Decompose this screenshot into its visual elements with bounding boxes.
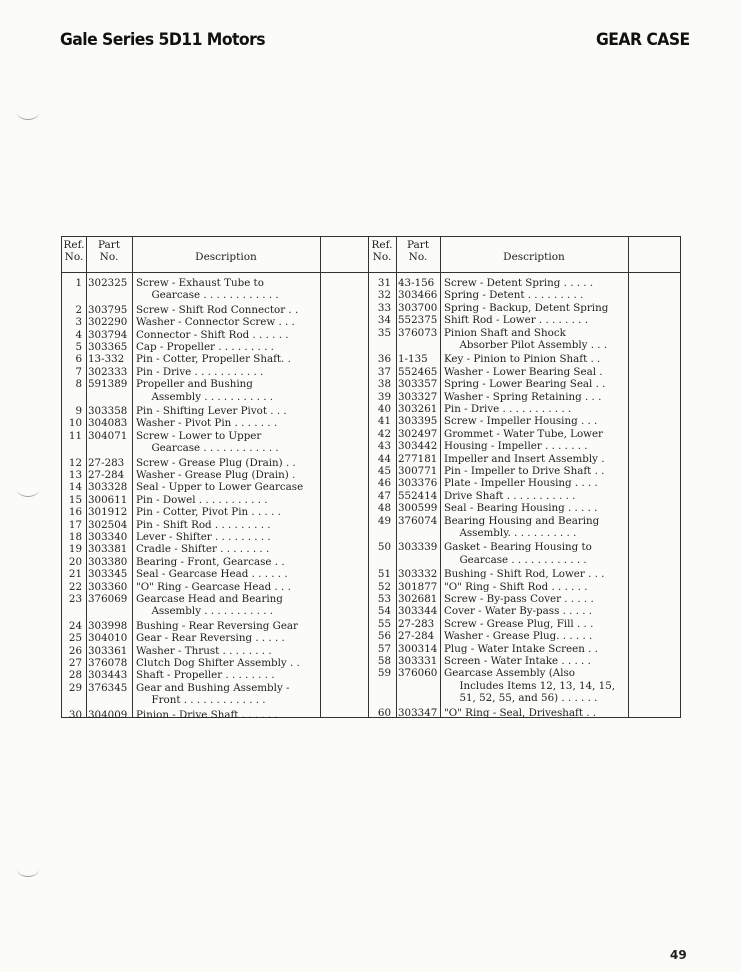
part-number: 303361 [88,644,128,657]
part-description: Gearcase . . . . . . . . . . . . [136,442,279,455]
part-description: Absorber Pilot Assembly . . . [444,338,608,351]
ref-number: 56 [377,630,391,643]
ref-number: 10 [68,417,82,430]
part-description: Spring - Backup, Detent Spring [444,301,609,314]
ref-number: 55 [377,617,391,630]
part-description: Assembly . . . . . . . . . . . [136,605,274,618]
part-number: 304071 [88,429,128,442]
part-description: Screw - Detent Spring . . . . . [444,277,594,289]
part-number: 1-135 [398,353,428,366]
ref-number: 32 [377,289,391,302]
part-description: Includes Items 12, 13, 14, 15, [444,679,616,692]
part-description: Washer - Lower Bearing Seal . [444,365,603,378]
part-number: 303331 [398,655,438,667]
ref-no-header: Ref. No. [371,239,393,263]
part-number: 376074 [398,514,438,527]
ref-number: 18 [68,531,82,543]
ref-no-header: Ref. No. [63,239,85,263]
part-description: Gear - Rear Reversing . . . . . [136,632,285,645]
part-number: 300599 [398,502,438,515]
part-description: Drive Shaft . . . . . . . . . . . [444,489,576,502]
part-description: Pinion Shaft and Shock [444,326,566,339]
part-description: Washer - Grease Plug (Drain) . [136,469,296,481]
part-description: Seal - Bearing Housing . . . . . [444,502,598,515]
ref-number: 8 [75,378,82,391]
ref-number: 49 [377,514,391,527]
ref-number: 11 [68,429,82,442]
ref-number: 60 [377,706,391,719]
part-description: Pinion - Drive Shaft . . . . . . [136,708,278,721]
part-number: 43-156 [398,277,435,289]
ref-number: 51 [377,568,391,581]
section-title: GEAR CASE [596,30,690,50]
part-number: 304010 [88,632,128,645]
ref-number: 19 [68,543,82,556]
part-description: Shaft - Propeller . . . . . . . . [136,669,275,682]
ref-number: 53 [377,593,391,605]
ref-number: 43 [377,440,391,453]
part-description: Seal - Gearcase Head . . . . . . [136,568,288,581]
part-description: Gear and Bushing Assembly - [136,681,290,694]
part-number: 303344 [398,605,438,618]
part-description: Pin - Shift Rod . . . . . . . . . [136,518,271,531]
ref-number: 1 [75,277,82,289]
part-description: Spring - Detent . . . . . . . . . [444,289,584,302]
part-description: Bushing - Rear Reversing Gear [136,619,298,632]
part-number: 302325 [88,277,128,289]
binder-hole-mark [17,862,39,877]
part-number: 302497 [398,427,438,440]
part-description: Screw - Exhaust Tube to [136,277,264,289]
part-number: 27-284 [398,630,435,643]
part-description: Pin - Drive . . . . . . . . . . . [444,403,572,415]
part-description: Screw - Lower to Upper [136,429,262,442]
part-number: 277181 [398,452,438,465]
part-number: 304009 [88,708,128,721]
ref-number: 50 [377,541,391,554]
part-number: 303261 [398,403,438,415]
ref-number: 58 [377,655,391,667]
part-number: 300611 [88,493,128,506]
part-number: 27-283 [398,617,435,630]
part-description: Connector - Shift Rod . . . . . . [136,328,289,341]
part-description: Pin - Cotter, Pivot Pin . . . . . [136,506,281,519]
part-description: Washer - Connector Screw . . . [136,316,295,329]
ref-number: 24 [68,619,82,632]
part-description: 51, 52, 55, and 56) . . . . . . [444,692,598,705]
part-number: 27-283 [88,456,125,469]
ref-number: 23 [68,593,82,605]
part-description: Bearing Housing and Bearing [444,514,600,527]
ref-number: 35 [377,326,391,339]
part-number: 303357 [398,378,438,391]
ref-number: 38 [377,378,391,391]
part-description: Screw - By-pass Cover . . . . . [444,593,594,605]
part-number: 303345 [88,568,128,581]
part-description: Plate - Impeller Housing . . . . [444,477,598,490]
part-number: 303365 [88,341,128,353]
part-description: Assembly . . . . . . . . . . . [136,390,274,403]
part-number: 303332 [398,568,438,581]
part-number: 303358 [88,405,128,417]
part-number: 13-332 [88,353,125,366]
part-description: Washer - Grease Plug. . . . . . [444,630,593,643]
part-description: Cap - Propeller . . . . . . . . . [136,341,274,353]
parts-table [61,236,681,721]
ref-number: 22 [68,580,82,593]
ref-number: 30 [68,708,82,721]
part-number: 303347 [398,706,438,719]
ref-number: 28 [68,669,82,682]
part-no-header: Part No. [97,239,121,263]
part-number: 552375 [398,314,438,327]
ref-number: 7 [75,365,82,378]
part-number: 303340 [88,531,128,543]
part-number: 303442 [398,440,438,453]
part-description: Impeller and Insert Assembly . [444,452,605,465]
part-description: Bushing - Shift Rod, Lower . . . [444,568,605,581]
part-number: 302333 [88,365,128,378]
part-number: 303339 [398,541,438,554]
part-description: Screw - Impeller Housing . . . [444,415,598,428]
part-number: 376345 [88,681,128,694]
ref-number: 46 [377,477,391,490]
part-description: Assembly. . . . . . . . . . . [444,526,577,539]
part-description: Gearcase Head and Bearing [136,593,283,605]
ref-number: 15 [68,493,82,506]
ref-number: 36 [377,353,391,366]
ref-number: 3 [75,316,82,329]
part-number: 591389 [88,378,128,391]
part-number: 376078 [88,657,128,669]
ref-number: 17 [68,518,82,531]
part-number: 27-284 [88,469,125,481]
part-number: 303795 [88,303,128,316]
part-description: Gearcase . . . . . . . . . . . . [136,289,279,302]
part-number: 552465 [398,365,438,378]
ref-number: 44 [377,452,391,465]
part-number: 304083 [88,417,128,430]
part-number: 301877 [398,580,438,593]
part-description: Cradle - Shifter . . . . . . . . [136,543,270,556]
part-number: 303380 [88,555,128,568]
part-description: Housing - Impeller . . . . . . . [444,440,588,453]
part-number: 376060 [398,667,438,680]
ref-number: 5 [75,341,82,353]
ref-number: 52 [377,580,391,593]
ref-number: 45 [377,465,391,477]
part-description: Clutch Dog Shifter Assembly . . [136,657,300,669]
part-description: Washer - Pivot Pin . . . . . . . [136,417,278,430]
part-number: 303998 [88,619,128,632]
part-description: Pin - Impeller to Drive Shaft . . [444,465,605,477]
ref-number: 47 [377,489,391,502]
part-number: 303700 [398,301,438,314]
part-description: Grommet - Water Tube, Lower [444,427,603,440]
part-description: Front . . . . . . . . . . . . . [136,694,266,707]
part-description: Spring - Lower Bearing Seal . . [444,378,606,391]
part-description: Screw - Grease Plug (Drain) . . [136,456,296,469]
page-number: 49 [670,948,687,962]
ref-number: 20 [68,555,82,568]
part-description: Lever - Shifter . . . . . . . . . [136,531,271,543]
ref-number: 13 [68,469,82,481]
part-description: Propeller and Bushing [136,378,253,391]
ref-number: 12 [68,456,82,469]
part-number: 552414 [398,489,438,502]
ref-number: 33 [377,301,391,314]
ref-number: 9 [75,405,82,417]
part-description: Shift Rod - Lower . . . . . . . . [444,314,589,327]
ref-number: 59 [377,667,391,680]
part-number: 302504 [88,518,128,531]
part-description: Pin - Shifting Lever Pivot . . . [136,405,287,417]
ref-number: 21 [68,568,82,581]
part-description: Key - Pinion to Pinion Shaft . . [444,353,601,366]
part-description: "O" Ring - Gearcase Head . . . [136,580,291,593]
description-header: Description [503,251,565,263]
part-number: 302290 [88,316,128,329]
part-description: Gasket - Bearing Housing to [444,541,592,554]
part-number: 300771 [398,465,438,477]
ref-number: 39 [377,390,391,403]
ref-number: 57 [377,642,391,655]
ref-number: 34 [377,314,391,327]
part-number: 303376 [398,477,438,490]
part-description: Seal - Upper to Lower Gearcase [136,481,304,494]
part-description: Screw - Shift Rod Connector . . [136,303,299,316]
binder-hole-mark [17,482,39,497]
part-description: Cover - Water By-pass . . . . . [444,605,593,618]
ref-number: 4 [75,328,82,341]
part-number: 376073 [398,326,438,339]
ref-number: 48 [377,502,391,515]
ref-number: 54 [377,605,391,618]
part-number: 303395 [398,415,438,428]
part-description: Plug - Water Intake Screen . . [444,642,598,655]
part-description: Gearcase . . . . . . . . . . . . [444,553,587,566]
part-description: Pin - Drive . . . . . . . . . . . [136,365,264,378]
ref-number: 29 [68,681,82,694]
part-number: 300314 [398,642,438,655]
part-description: Washer - Thrust . . . . . . . . [136,644,272,657]
part-description: Gearcase Assembly (Also [444,667,576,680]
ref-number: 37 [377,365,391,378]
description-header: Description [195,251,257,263]
part-description: Pin - Cotter, Propeller Shaft. . [136,353,291,366]
part-description: Washer - Spring Retaining . . . [444,390,602,403]
ref-number: 2 [75,303,82,316]
binder-hole-mark [17,105,39,120]
part-number: 303794 [88,328,128,341]
part-number: 303443 [88,669,128,682]
part-description: Bearing - Front, Gearcase . . [136,555,285,568]
ref-number: 6 [75,353,82,366]
part-number: 303381 [88,543,128,556]
part-description: Screen - Water Intake . . . . . [444,655,591,667]
ref-number: 40 [377,403,391,415]
ref-number: 14 [68,481,82,494]
part-number: 303360 [88,580,128,593]
part-number: 303328 [88,481,128,494]
part-number: 303327 [398,390,438,403]
part-number: 303466 [398,289,438,302]
ref-number: 31 [377,277,391,289]
ref-number: 26 [68,644,82,657]
part-description: "O" Ring - Shift Rod . . . . . . [444,580,588,593]
part-number: 376069 [88,593,128,605]
ref-number: 25 [68,632,82,645]
ref-number: 41 [377,415,391,428]
part-number: 302681 [398,593,438,605]
page-header-title: Gale Series 5D11 Motors [60,30,266,50]
part-no-header: Part No. [406,239,430,263]
ref-number: 27 [68,657,82,669]
ref-number: 16 [68,506,82,519]
ref-number: 42 [377,427,391,440]
part-description: Pin - Dowel . . . . . . . . . . . [136,493,268,506]
part-description: Screw - Grease Plug, Fill . . . [444,617,594,630]
part-number: 301912 [88,506,128,519]
part-description: "O" Ring - Seal, Driveshaft . . [444,706,597,719]
